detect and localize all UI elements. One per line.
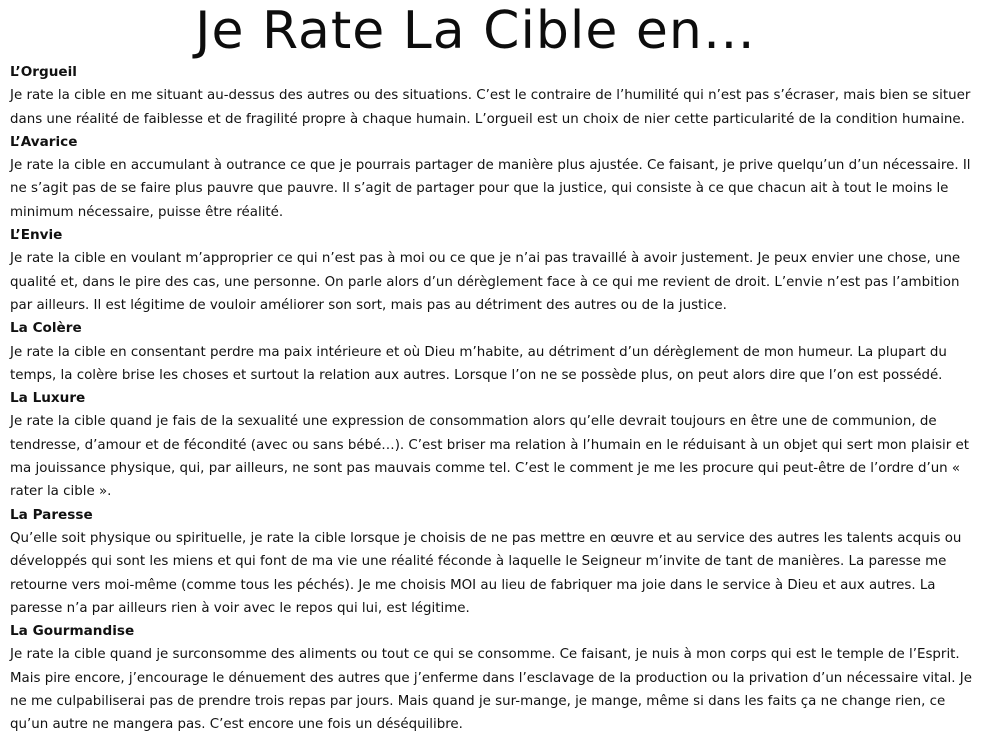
section-heading: L’Envie	[10, 227, 63, 244]
section-luxure	[10, 387, 972, 503]
section-colere	[10, 317, 972, 387]
section-heading: La Paresse	[10, 506, 93, 523]
section-paragraph: Je rate la cible en voulant m’approprier ce qui n’est pas à moi ou ce que je n’ai pas travaillé à avoir justement. Je peux envier une chose, une qualité et, dans le pire des cas, une personne. On parle alors d’un dérèglement face à ce qui me revient de droit. L’envie n’est pas l’ambition par ailleurs. Il est légitime de vouloir améliorer son sort, mais pas au détriment des autres ou de la justice.	[10, 251, 961, 313]
section-heading: La Colère	[10, 320, 82, 337]
section-gourmandise	[10, 620, 972, 736]
section-heading: L’Orgueil	[10, 64, 77, 80]
section-paragraph: Je rate la cible en accumulant à outrance ce que je pourrais partager de manière plus ajustée. Ce faisant, je prive quelqu’un d’un nécessaire. Il ne s’agit pas de se faire plus pauvre que pauvre. Il s’agit de partager pour que la justice, qui consiste à ce que chacun ait à tout le moins le minimum nécessaire, puisse être réalité.	[10, 158, 971, 220]
section-paragraph: Qu’elle soit physique ou spirituelle, je rate la cible lorsque je choisis de ne pas mettre en œuvre et au service des autres les talents acquis ou développés qui sont les miens et qui font de ma vie une réalité féconde à laquelle le Seigneur m’invite de tant de manières. La paresse me retourne vers moi-même (comme tous les péchés). Je me choisis MOI au lieu de fabriquer ma joie dans le service à Dieu et aux autres. La paresse n’a par ailleurs rien à voir avec le repos qui lui, est légitime.	[10, 530, 962, 616]
section-orgueil	[10, 61, 972, 131]
section-paragraph: Je rate la cible quand je surconsomme des aliments ou tout ce qui se consomme. Ce faisant, je nuis à mon corps qui est le temple de l’Esprit. Mais pire encore, j’encourage le dénuement des autres que j’enferme dans l’esclavage de la production ou la privation d’un nécessaire vital. Je ne me culpabiliserai pas de prendre trois repas par jours. Mais quand je sur-mange, je mange, même si dans les faits ça ne change rien, ce qu’un autre ne mangera pas. C’est encore une fois un déséquilibre.	[10, 647, 972, 733]
section-paresse	[10, 504, 972, 620]
section-avarice	[10, 131, 972, 224]
section-paragraph: Je rate la cible quand je fais de la sexualité une expression de consommation alors qu’elle devrait toujours en être une de communion, de tendresse, d’amour et de fécondité (avec ou sans bébé…). C’est briser ma relation à l’humain en le réduisant à un objet qui sert mon plaisir et ma jouissance physique, qui, par ailleurs, ne sont pas mauvais comme tel. C’est le comment je me les procure qui peut-être de l’ordre d’un « rater la cible ».	[10, 414, 970, 500]
section-heading: L’Avarice	[10, 133, 78, 150]
section-heading: La Luxure	[10, 390, 86, 407]
section-heading: La Gourmandise	[10, 623, 135, 640]
section-envie	[10, 224, 972, 317]
article-body	[10, 61, 972, 737]
section-paragraph: Je rate la cible en consentant perdre ma paix intérieure et où Dieu m’habite, au détriment d’un dérèglement de mon humeur. La plupart du temps, la colère brise les choses et surtout la relation aux autres. Lorsque l’on ne se possède plus, on peut alors dire que l’on est possédé.	[10, 344, 947, 383]
section-paragraph: Je rate la cible en me situant au-dessus des autres ou des situations. C’est le contraire de l’humilité qui n’est pas s’écraser, mais bien se situer dans une réalité de faiblesse et de fragilité propre à chaque humain. L’orgueil est un choix de nier cette particularité de la condition humaine.	[10, 88, 971, 127]
page-title: Je Rate La Cible en…	[195, 1, 756, 61]
